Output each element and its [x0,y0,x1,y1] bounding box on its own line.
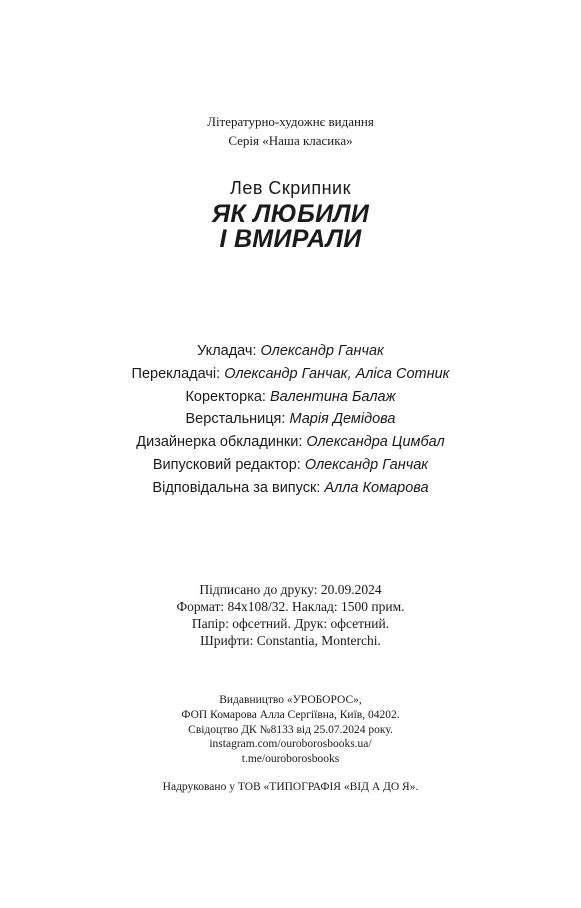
credit-role: Перекладачі: [131,365,225,382]
credit-translators [0,363,581,386]
credit-role: Дизайнерка обкладинки: [136,434,307,451]
book-title-line-1: ЯК ЛЮБИЛИ [211,200,370,228]
credit-person: Валентина Балаж [269,388,396,405]
credit-role: Коректорка: [185,388,270,405]
credit-person: Олександр Ганчак [304,456,429,473]
paper-print: Папір: офсетний. Друк: офсетний. [191,616,390,631]
credit-proofreader [0,386,581,409]
publisher-name: Видавництво «УРОБОРОС», [219,694,362,706]
series-name: Серія «Наша класика» [228,133,353,148]
publisher-info [0,693,581,767]
credit-compiler [0,340,581,363]
fonts-used: Шрифти: Constantia, Monterchi. [200,633,381,648]
author-name: Лев Скрипник [230,178,351,198]
credit-person: Олександра Цимбал [306,434,445,451]
book-title [0,202,581,252]
credit-role: Відповідальна за випуск: [152,479,325,496]
credit-responsible [0,477,581,500]
credit-role: Верстальниця: [185,411,290,428]
signed-date: Підписано до друку: 20.09.2024 [199,582,382,597]
credit-person: Олександр Ганчак, Аліса Сотник [224,365,450,382]
credit-person: Олександр Ганчак [260,343,384,359]
credit-role: Укладач: [197,343,261,359]
credit-editor [0,454,581,477]
credit-layout [0,408,581,431]
credit-person: Марія Демідова [289,411,396,428]
credit-cover-designer [0,431,581,454]
publisher-telegram: t.me/ouroborosbooks [241,753,340,766]
credit-person: Алла Комарова [324,479,429,496]
edition-type: Літературно-художнє видання [207,114,374,129]
credits-list [0,340,581,500]
publisher-owner: ФОП Комарова Алла Сергіївна, Київ, 04202. [181,708,400,721]
print-details [0,581,581,649]
format-run: Формат: 84х108/32. Наклад: 1500 прим. [176,599,405,614]
series-info [0,112,581,150]
book-title-line-2: І ВМИРАЛИ [219,225,362,253]
credit-role: Випусковий редактор: [152,456,305,473]
printer-info: Надруковано у ТОВ «ТИПОГРАФІЯ «ВІД А ДО Я». [162,781,419,793]
publisher-instagram: instagram.com/ouroborosbooks.ua/ [209,738,372,751]
publisher-certificate: Свідоцтво ДК №8133 від 25.07.2024 року. [188,723,393,736]
